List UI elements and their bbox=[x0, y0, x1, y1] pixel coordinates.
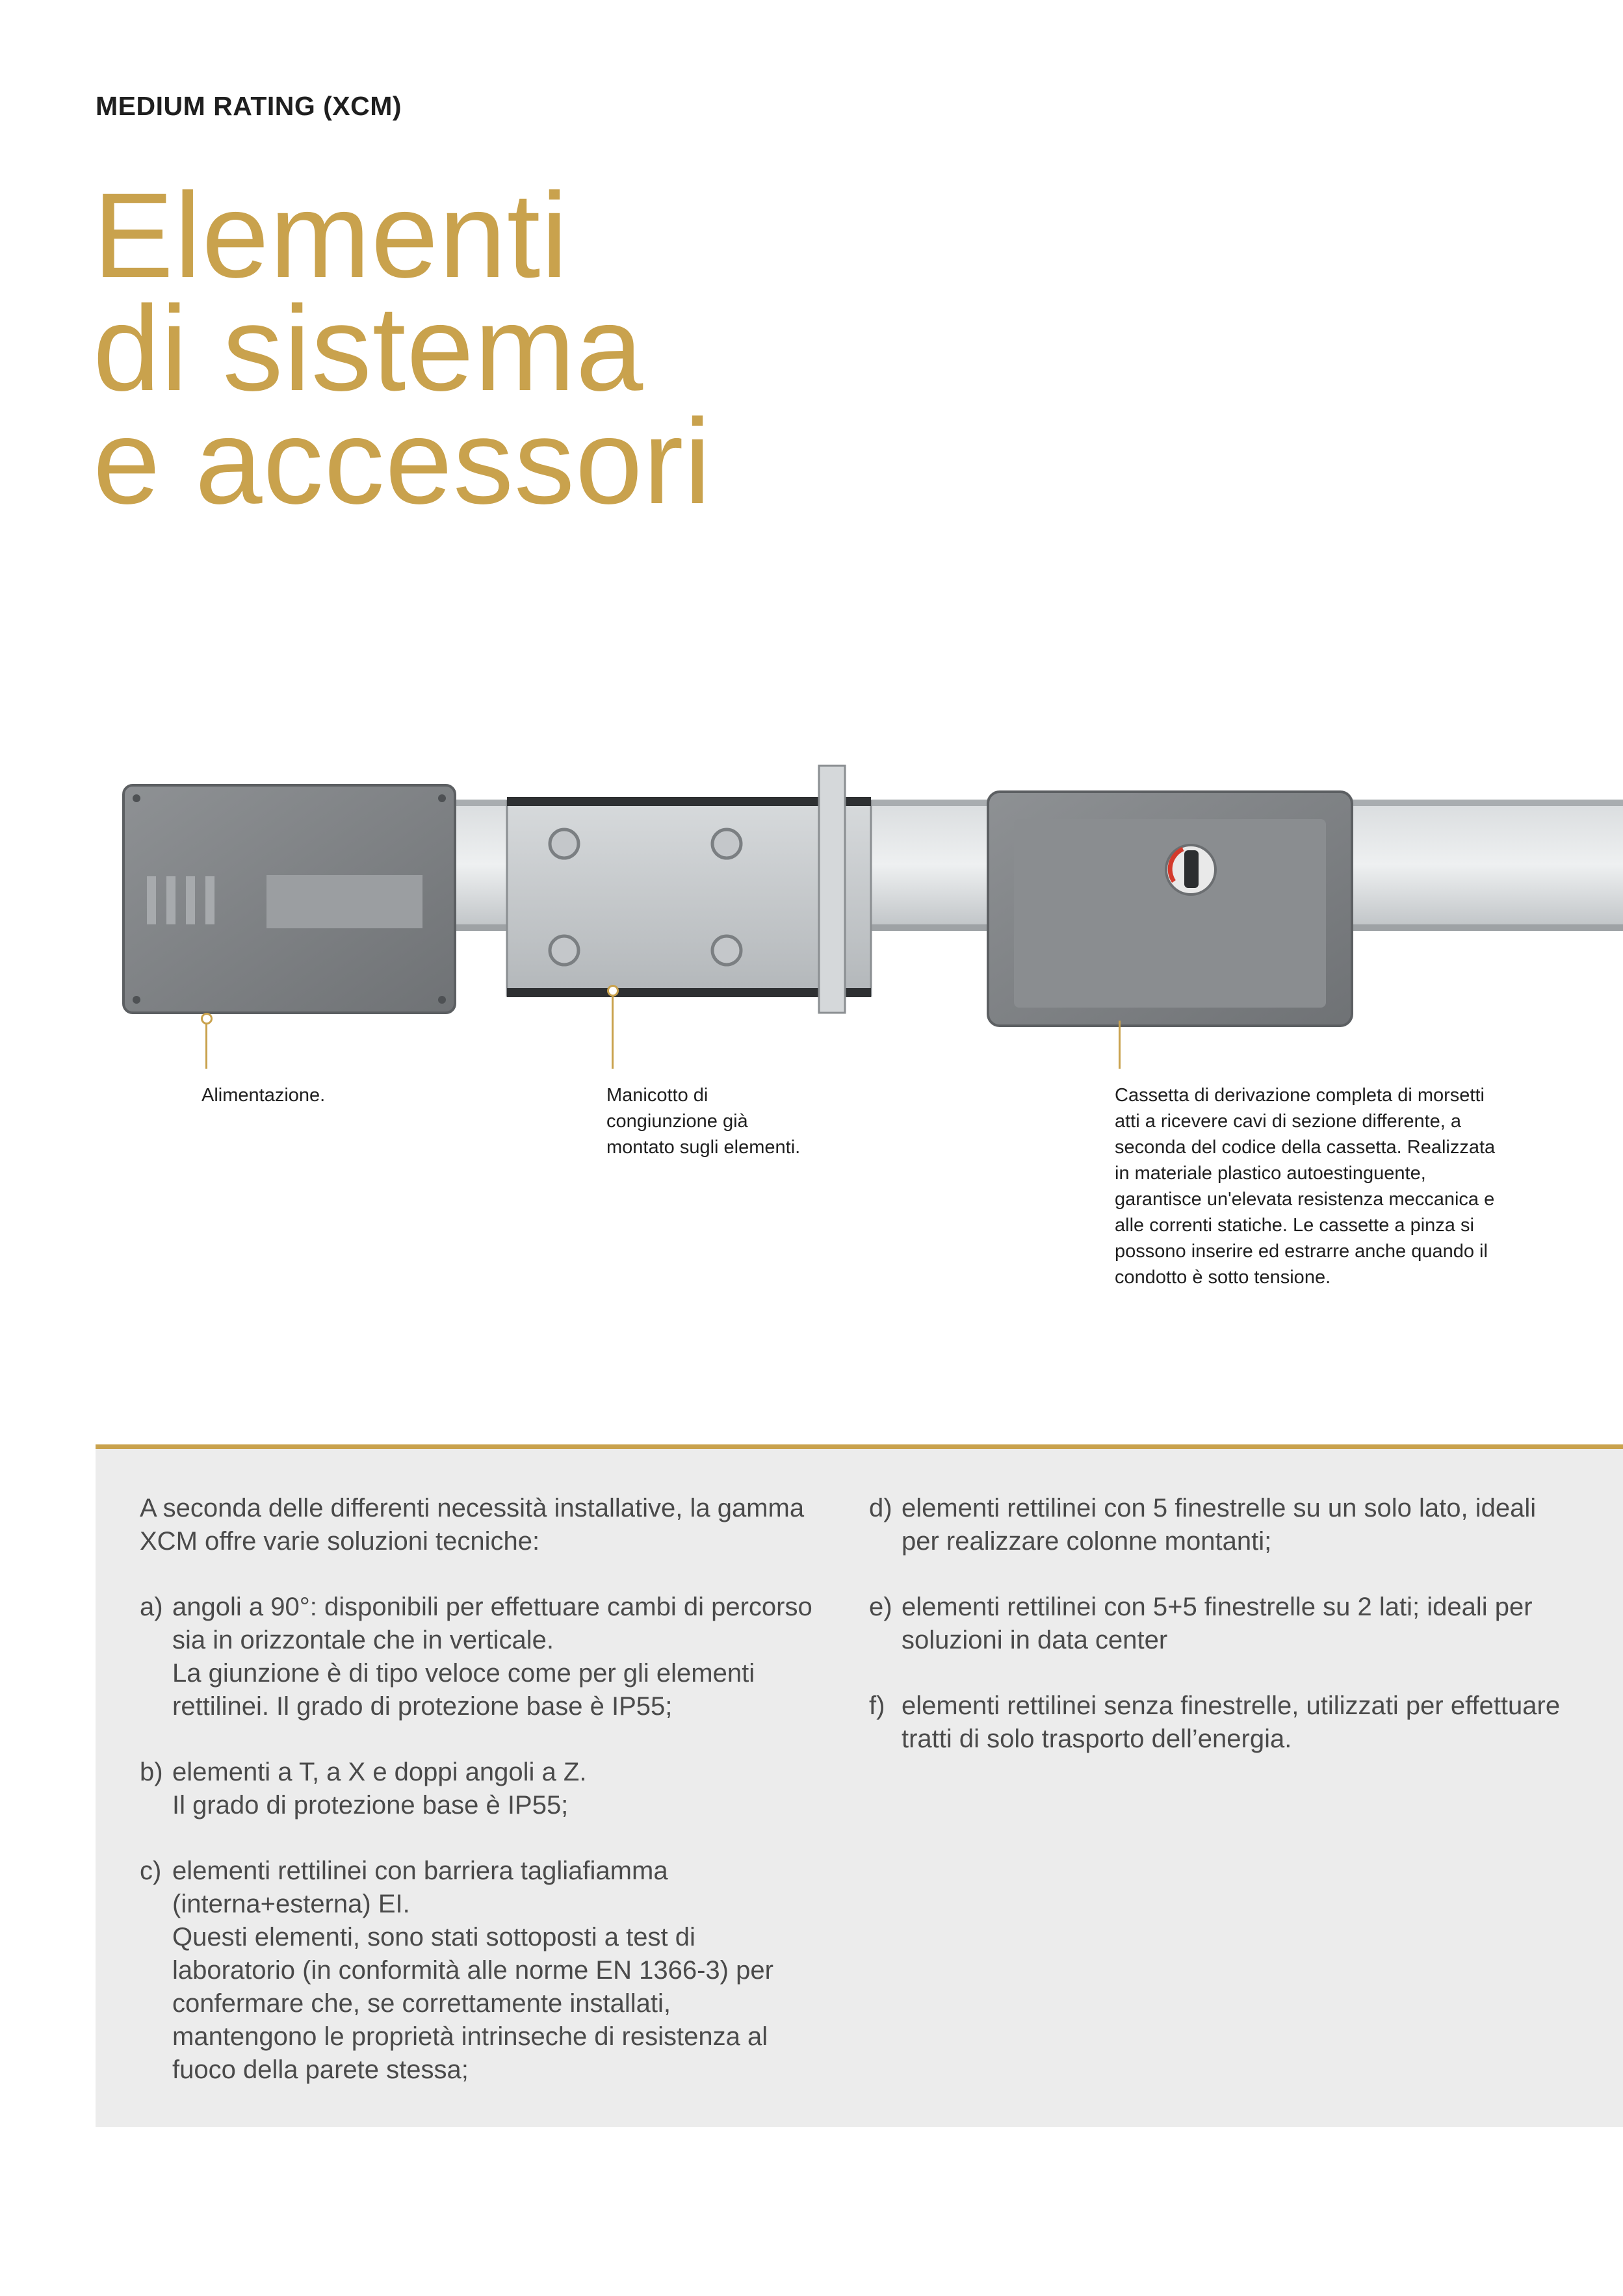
callout-feed: Alimentazione. bbox=[201, 1085, 326, 1106]
callout-line-feed bbox=[205, 1023, 207, 1069]
list-item-text: elementi a T, a X e doppi angoli a Z. bbox=[172, 1758, 587, 1786]
callout-line-tapoff bbox=[1119, 1021, 1121, 1069]
list-item bbox=[869, 1591, 1565, 1657]
title-line-1: Elementi bbox=[93, 168, 569, 303]
list-item-text: elementi rettilinei con 5 finestrelle su un solo lato, ideali per realizzare colonne montanti; bbox=[902, 1494, 1537, 1556]
list-item-detail: Il grado di protezione base è IP55; bbox=[172, 1791, 569, 1820]
intro-paragraph: A seconda delle differenti necessità installative, la gamma XCM offre varie soluzioni tecniche: bbox=[140, 1494, 805, 1556]
section-eyebrow: MEDIUM RATING (XCM) bbox=[96, 91, 402, 121]
list-item-detail: Questi elementi, sono stati sottoposti a test di laboratorio (in conformità alle norme EN 1366-3) per confermare che, se correttamente installati, mantengono le proprietà intrinseche di resistenza al fuoco della parete stessa; bbox=[172, 1923, 773, 2084]
list-item bbox=[869, 1689, 1565, 1756]
list-item-label: a) bbox=[140, 1593, 163, 1621]
title-line-3: e accessori bbox=[93, 395, 712, 529]
page-title bbox=[93, 168, 712, 529]
list-item bbox=[140, 1756, 816, 1822]
list-item bbox=[140, 1855, 816, 2087]
callout-sleeve: Manicotto di congiunzione già montato sugli elementi. bbox=[606, 1085, 801, 1158]
list-item-text: elementi rettilinei con barriera tagliafiamma (interna+esterna) EI. bbox=[172, 1857, 668, 1918]
list-item-text: angoli a 90°: disponibili per effettuare cambi di percorso sia in orizzontale che in verticale. bbox=[172, 1593, 812, 1654]
fire-barrier-flange bbox=[819, 766, 845, 1013]
section-divider bbox=[96, 1444, 1623, 1449]
list-item-label: d) bbox=[869, 1494, 892, 1522]
list-item-text: elementi rettilinei senza finestrelle, utilizzati per effettuare tratti di solo trasporto dell’energia. bbox=[902, 1691, 1561, 1753]
list-item bbox=[869, 1492, 1565, 1558]
list-item-text: elementi rettilinei con 5+5 finestrelle su 2 lati; ideali per soluzioni in data center bbox=[902, 1593, 1533, 1654]
list-item bbox=[140, 1591, 816, 1723]
callout-line-sleeve bbox=[612, 995, 614, 1069]
info-column-right bbox=[869, 1492, 1565, 1788]
list-item-label: c) bbox=[140, 1857, 162, 1885]
list-item-label: e) bbox=[869, 1593, 892, 1621]
list-item-detail: La giunzione è di tipo veloce come per gli elementi rettilinei. Il grado di protezione base è IP55; bbox=[172, 1659, 755, 1721]
list-item-label: b) bbox=[140, 1758, 163, 1786]
list-item-label: f) bbox=[869, 1691, 885, 1720]
busbar-illustration bbox=[117, 761, 1623, 1047]
info-column-left bbox=[140, 1492, 816, 2119]
callout-tapoff: Cassetta di derivazione completa di morsetti atti a ricevere cavi di sezione differente, a seconda del codice della cassetta. Realizzata in materiale plastico autoestinguente, garantisce un'elevata resistenza meccanica e alle correnti statiche. Le cassette a pinza si possono inserire ed estrarre anche quando il condotto è sotto tensione. bbox=[1115, 1085, 1496, 1288]
title-line-2: di sistema bbox=[93, 281, 644, 416]
